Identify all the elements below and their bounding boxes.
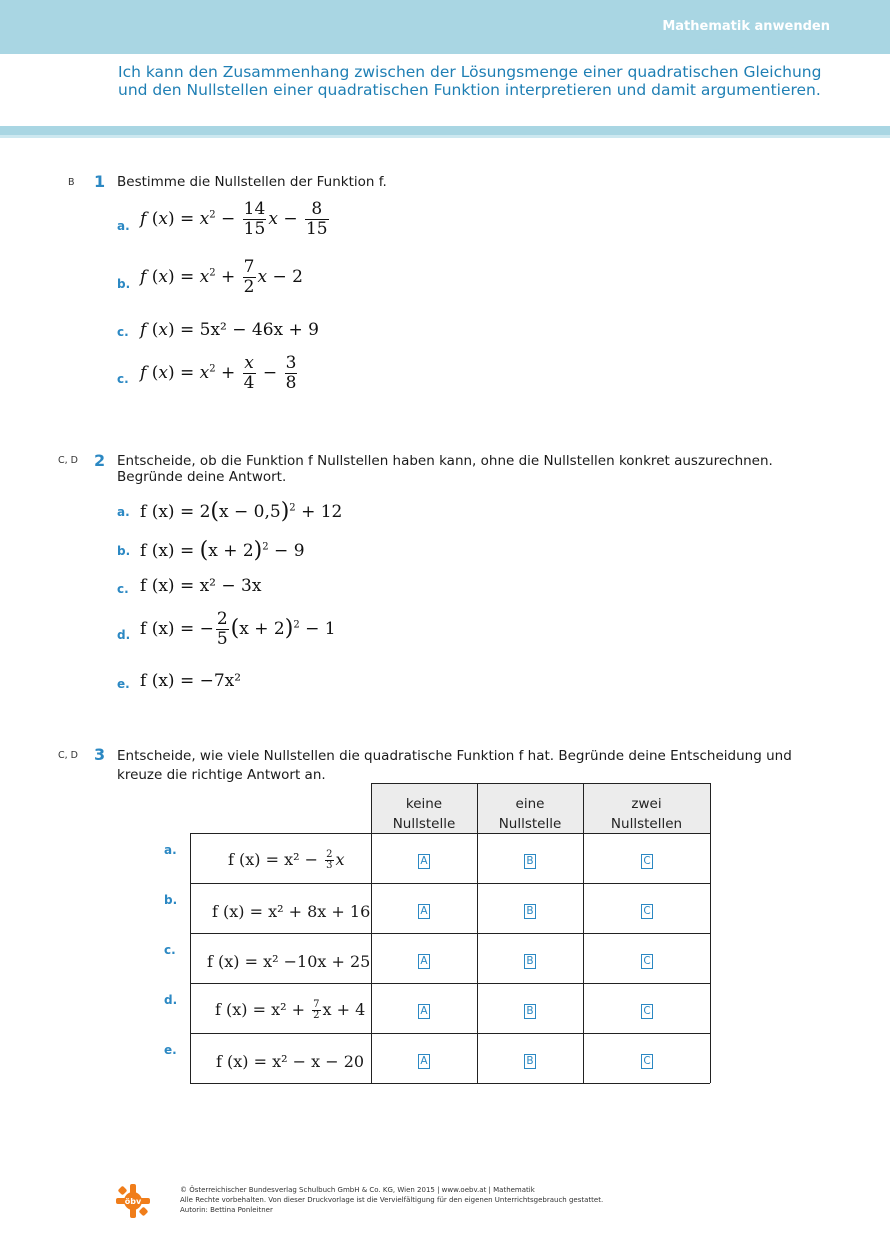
checkbox-b-two[interactable]: C	[641, 904, 653, 919]
table-row-e-label: e.	[164, 1043, 177, 1057]
task1-item-a-label: a.	[117, 219, 130, 233]
table-header-one: eine Nullstelle	[498, 796, 562, 832]
checkbox-c-two[interactable]: C	[641, 954, 653, 969]
header-title: Mathematik anwenden	[662, 19, 830, 34]
checkbox-a-two[interactable]: C	[641, 854, 653, 869]
oebv-logo	[115, 1183, 151, 1219]
table-row-a-label: a.	[164, 843, 177, 857]
task1-text: Bestimme die Nullstellen der Funktion f.	[117, 174, 387, 190]
task1-tag: B	[68, 177, 75, 188]
table-row-a-formula: f (x) = x² − $\frac{2}{3}$ x	[228, 849, 345, 871]
table-row-b-label: b.	[164, 893, 178, 907]
task2-number: 2	[94, 451, 106, 470]
task1-item-c-formula: f (x) = 5x² − 46x + 9	[140, 320, 319, 340]
task2-item-c-formula: f (x) = x² − 3x	[140, 576, 262, 596]
checkbox-c-none[interactable]: A	[418, 954, 430, 969]
task3-number: 3	[94, 745, 106, 764]
table-row-d-label: d.	[164, 993, 178, 1007]
footer-copyright: © Österreichischer Bundesverlag Schulbuch GmbH & Co. KG, Wien 2015 | www.oebv.at | Mathematik Alle Rechte vorbehalten. Von dieser Druckvorlage ist die Vervielfältigung für den eigenen Unterrichtsgebrauch gestattet. Autorin: Bettina Ponleitner	[180, 1186, 604, 1214]
checkbox-d-one[interactable]: B	[524, 1004, 536, 1019]
checkbox-d-none[interactable]: A	[418, 1004, 430, 1019]
task2-item-b-formula: f $(x) = (x + 2)^2 - 9$	[140, 538, 305, 563]
table-row-e-formula: f (x) = x² − x − 20	[216, 1052, 365, 1071]
table-header-none: keine Nullstelle	[392, 796, 456, 832]
task2-item-d-formula: f (x) = − $\frac{2}{5}$ $(x + 2)^2 - 1$	[140, 609, 336, 649]
task1-item-a-formula: f $(x) = x^2$ − $\frac{14}{15}$ x − $\frac{8}{15}$	[140, 199, 328, 239]
task1-item-c-label: c.	[117, 325, 129, 339]
checkbox-b-none[interactable]: A	[418, 904, 430, 919]
learning-objective: Ich kann den Zusammenhang zwischen der Lösungsmenge einer quadratischen Gleichung und den Nullstellen einer quadratischen Funktion interpretieren und damit argumentieren.	[118, 63, 822, 99]
table-header-two: zwei Nullstellen	[610, 796, 683, 832]
checkbox-e-one[interactable]: B	[524, 1054, 536, 1069]
oebv-logo-text: öbv	[124, 1197, 142, 1206]
checkbox-e-two[interactable]: C	[641, 1054, 653, 1069]
table-row-c-label: c.	[164, 943, 176, 957]
checkbox-a-none[interactable]: A	[418, 854, 430, 869]
task2-item-c-label: c.	[117, 582, 129, 596]
checkbox-e-none[interactable]: A	[418, 1054, 430, 1069]
task2-item-d-label: d.	[117, 628, 131, 642]
task1-item-b-label: b.	[117, 277, 131, 291]
task2-item-e-formula: f (x) = −7x²	[140, 671, 242, 691]
task2-item-b-label: b.	[117, 544, 131, 558]
table-row-c-formula: f (x) = x² −10x + 25	[207, 952, 371, 971]
checkbox-a-one[interactable]: B	[524, 854, 536, 869]
checkbox-b-one[interactable]: B	[524, 904, 536, 919]
checkbox-c-one[interactable]: B	[524, 954, 536, 969]
checkbox-d-two[interactable]: C	[641, 1004, 653, 1019]
task1-item-d-label: c.	[117, 372, 129, 386]
task1-item-d-formula: f $(x) = x^2$ + $\frac{x}{4}$ − $\frac{3}{8}$	[140, 353, 297, 393]
task1-item-b-formula: f $(x) = x^2$ + $\frac{7}{2}$ x − 2	[140, 257, 303, 297]
task1-number: 1	[94, 172, 106, 191]
task2-text-line1: Entscheide, ob die Funktion f Nullstellen haben kann, ohne die Nullstellen konkret auszurechnen.	[117, 453, 773, 469]
task3-text-line1: Entscheide, wie viele Nullstellen die quadratische Funktion f hat. Begründe deine Entscheidung und	[117, 748, 792, 764]
task2-item-a-formula: f $(x) = 2(x - 0,5)^2 + 12$	[140, 499, 343, 524]
table-row-d-formula: f (x) = x² + $\frac{7}{2}$ x + 4	[215, 999, 366, 1021]
task3-text-line2: kreuze die richtige Antwort an.	[117, 767, 326, 783]
task2-item-e-label: e.	[117, 677, 130, 691]
task3-tag: C, D	[58, 750, 78, 761]
task2-text-line2: Begründe deine Antwort.	[117, 469, 287, 485]
task2-item-a-label: a.	[117, 505, 130, 519]
table-row-b-formula: f (x) = x² + 8x + 16	[212, 902, 371, 921]
task2-tag: C, D	[58, 455, 78, 466]
